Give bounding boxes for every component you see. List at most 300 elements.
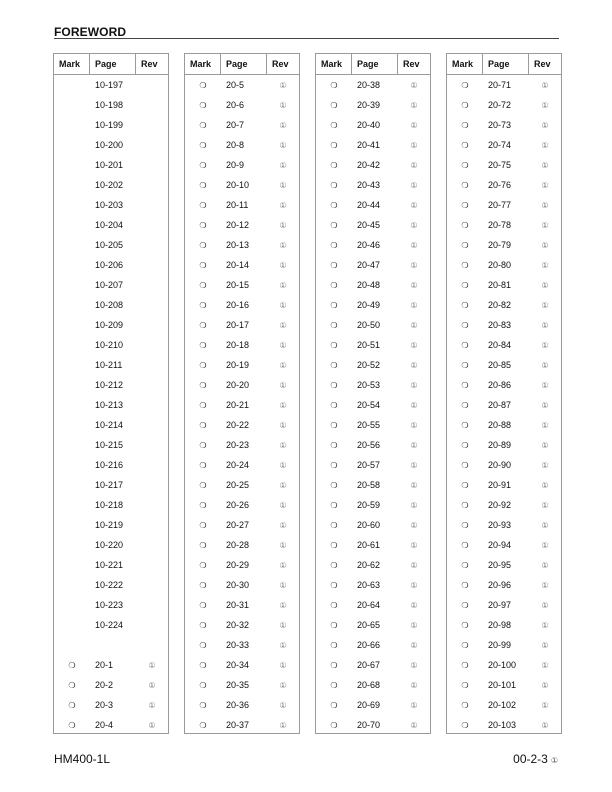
page-cell: 20-31 bbox=[226, 600, 250, 610]
mark-circle-icon: ❍ bbox=[330, 280, 338, 290]
table-row bbox=[447, 495, 561, 515]
revision-circled-one-icon: ① bbox=[410, 100, 418, 110]
mark-circle-icon bbox=[54, 115, 90, 135]
mark-circle-icon: ❍ bbox=[199, 240, 207, 250]
page-list-table bbox=[446, 53, 562, 734]
page-cell: 20-60 bbox=[357, 520, 381, 530]
table-row bbox=[447, 115, 561, 135]
page-cell: 20-85 bbox=[488, 360, 512, 370]
page-cell: 20-37 bbox=[226, 720, 250, 730]
page-cell: 20-2 bbox=[95, 680, 114, 690]
table-row bbox=[185, 355, 299, 375]
mark-circle-icon bbox=[54, 155, 90, 175]
mark-circle-icon: ❍ bbox=[330, 340, 338, 350]
page-cell: 20-44 bbox=[357, 200, 381, 210]
page-cell: 20-81 bbox=[488, 280, 512, 290]
mark-circle-icon: ❍ bbox=[461, 180, 469, 190]
mark-circle-icon bbox=[54, 575, 90, 595]
table-row bbox=[185, 575, 299, 595]
table-row bbox=[316, 115, 430, 135]
revision-circled-one-icon: ① bbox=[279, 680, 287, 690]
page-cell: 20-1 bbox=[95, 660, 114, 670]
mark-circle-icon: ❍ bbox=[330, 600, 338, 610]
table-row bbox=[316, 415, 430, 435]
table-row bbox=[185, 75, 299, 95]
revision-circled-one-icon: ① bbox=[279, 340, 287, 350]
mark-circle-icon: ❍ bbox=[330, 100, 338, 110]
page-title: FOREWORD bbox=[54, 25, 127, 39]
table-row bbox=[316, 355, 430, 375]
page-cell: 20-93 bbox=[488, 520, 512, 530]
table-row bbox=[185, 415, 299, 435]
table-row bbox=[185, 695, 299, 715]
mark-circle-icon: ❍ bbox=[330, 300, 338, 310]
mark-circle-icon: ❍ bbox=[330, 360, 338, 370]
mark-circle-icon: ❍ bbox=[199, 280, 207, 290]
table-row bbox=[447, 675, 561, 695]
mark-circle-icon: ❍ bbox=[461, 380, 469, 390]
page-cell: 20-48 bbox=[357, 280, 381, 290]
page-cell: 20-53 bbox=[357, 380, 381, 390]
page-cell: 20-86 bbox=[488, 380, 512, 390]
table-row bbox=[316, 135, 430, 155]
mark-circle-icon: ❍ bbox=[330, 400, 338, 410]
revision-circled-one-icon: ① bbox=[279, 500, 287, 510]
column-header-mark: Mark bbox=[316, 54, 352, 74]
mark-circle-icon: ❍ bbox=[199, 260, 207, 270]
table-row bbox=[316, 655, 430, 675]
page-cell: 20-96 bbox=[488, 580, 512, 590]
page-cell: 20-74 bbox=[488, 140, 512, 150]
table-row bbox=[54, 155, 168, 175]
mark-circle-icon: ❍ bbox=[199, 360, 207, 370]
table-row bbox=[316, 515, 430, 535]
mark-circle-icon bbox=[54, 435, 90, 455]
page-cell: 10-208 bbox=[95, 300, 124, 310]
mark-circle-icon: ❍ bbox=[461, 640, 469, 650]
table-row bbox=[185, 455, 299, 475]
revision-circled-one-icon: ① bbox=[279, 120, 287, 130]
table-row bbox=[54, 615, 168, 635]
revision-circled-one-icon: ① bbox=[410, 80, 418, 90]
mark-circle-icon: ❍ bbox=[199, 300, 207, 310]
revision-circled-one-icon: ① bbox=[541, 160, 549, 170]
revision-circled-one-icon: ① bbox=[279, 640, 287, 650]
mark-circle-icon: ❍ bbox=[199, 520, 207, 530]
mark-circle-icon: ❍ bbox=[199, 480, 207, 490]
revision-circled-one-icon: ① bbox=[541, 220, 549, 230]
page-cell: 20-39 bbox=[357, 100, 381, 110]
table-row bbox=[54, 215, 168, 235]
table-row bbox=[185, 235, 299, 255]
page-cell: 20-67 bbox=[357, 660, 381, 670]
table-row bbox=[316, 375, 430, 395]
revision-circled-one-icon bbox=[136, 375, 168, 395]
table-row bbox=[316, 295, 430, 315]
page-cell: 20-69 bbox=[357, 700, 381, 710]
table-row bbox=[185, 435, 299, 455]
revision-circled-one-icon: ① bbox=[541, 480, 549, 490]
revision-circled-one-icon: ① bbox=[541, 640, 549, 650]
page-cell: 20-100 bbox=[488, 660, 517, 670]
page-cell: 20-23 bbox=[226, 440, 250, 450]
revision-circled-one-icon: ① bbox=[148, 680, 156, 690]
mark-circle-icon bbox=[54, 635, 90, 655]
table-row bbox=[185, 615, 299, 635]
mark-circle-icon: ❍ bbox=[68, 680, 76, 690]
page-cell: 10-222 bbox=[95, 580, 124, 590]
mark-circle-icon: ❍ bbox=[199, 560, 207, 570]
page-cell: 20-89 bbox=[488, 440, 512, 450]
revision-circled-one-icon bbox=[136, 315, 168, 335]
page-cell: 20-62 bbox=[357, 560, 381, 570]
table-row bbox=[54, 175, 168, 195]
table-row bbox=[316, 395, 430, 415]
revision-circled-one-icon: ① bbox=[410, 340, 418, 350]
page-cell: 20-30 bbox=[226, 580, 250, 590]
page-cell: 20-87 bbox=[488, 400, 512, 410]
mark-circle-icon: ❍ bbox=[330, 680, 338, 690]
table-row bbox=[185, 175, 299, 195]
table-row bbox=[447, 535, 561, 555]
mark-circle-icon bbox=[54, 355, 90, 375]
table-row bbox=[447, 395, 561, 415]
table-row bbox=[316, 715, 430, 735]
revision-circled-one-icon: ① bbox=[279, 600, 287, 610]
mark-circle-icon bbox=[54, 595, 90, 615]
mark-circle-icon: ❍ bbox=[199, 420, 207, 430]
revision-circled-one-icon: ① bbox=[541, 300, 549, 310]
revision-circled-one-icon bbox=[136, 295, 168, 315]
revision-circled-one-icon bbox=[136, 555, 168, 575]
table-row bbox=[185, 195, 299, 215]
table-row bbox=[316, 555, 430, 575]
page-cell bbox=[90, 635, 136, 655]
revision-circled-one-icon bbox=[136, 455, 168, 475]
page-cell: 20-15 bbox=[226, 280, 250, 290]
column-header-page: Page bbox=[90, 54, 136, 74]
page-cell: 20-84 bbox=[488, 340, 512, 350]
table-row bbox=[185, 95, 299, 115]
page-cell: 20-95 bbox=[488, 560, 512, 570]
page-cell: 20-94 bbox=[488, 540, 512, 550]
page-cell: 20-102 bbox=[488, 700, 517, 710]
mark-circle-icon: ❍ bbox=[199, 700, 207, 710]
table-row bbox=[54, 455, 168, 475]
table-row bbox=[316, 435, 430, 455]
revision-circled-one-icon: ① bbox=[410, 420, 418, 430]
mark-circle-icon: ❍ bbox=[330, 240, 338, 250]
page-cell: 20-21 bbox=[226, 400, 250, 410]
revision-circled-one-icon: ① bbox=[410, 580, 418, 590]
mark-circle-icon: ❍ bbox=[330, 180, 338, 190]
revision-circled-one-icon bbox=[136, 615, 168, 635]
table-row bbox=[447, 255, 561, 275]
page-cell: 20-14 bbox=[226, 260, 250, 270]
mark-circle-icon: ❍ bbox=[461, 580, 469, 590]
revision-circled-one-icon: ① bbox=[541, 120, 549, 130]
mark-circle-icon bbox=[54, 195, 90, 215]
page-cell: 20-72 bbox=[488, 100, 512, 110]
table-row bbox=[185, 635, 299, 655]
page-cell: 20-90 bbox=[488, 460, 512, 470]
page-cell: 20-35 bbox=[226, 680, 250, 690]
page-cell: 20-64 bbox=[357, 600, 381, 610]
page-cell: 20-40 bbox=[357, 120, 381, 130]
table-row bbox=[447, 655, 561, 675]
revision-circled-one-icon: ① bbox=[279, 380, 287, 390]
table-row bbox=[447, 575, 561, 595]
revision-circled-one-icon: ① bbox=[541, 200, 549, 210]
page-cell: 20-17 bbox=[226, 320, 250, 330]
table-header bbox=[447, 54, 561, 75]
table-row bbox=[54, 395, 168, 415]
revision-circled-one-icon: ① bbox=[541, 600, 549, 610]
revision-circled-one-icon: ① bbox=[279, 660, 287, 670]
mark-circle-icon: ❍ bbox=[461, 420, 469, 430]
column-header-page: Page bbox=[352, 54, 398, 74]
page-cell: 20-38 bbox=[357, 80, 381, 90]
page-cell: 20-83 bbox=[488, 320, 512, 330]
mark-circle-icon: ❍ bbox=[199, 580, 207, 590]
page-cell: 20-56 bbox=[357, 440, 381, 450]
revision-circled-one-icon bbox=[136, 595, 168, 615]
revision-circled-one-icon: ① bbox=[410, 200, 418, 210]
table-row bbox=[447, 415, 561, 435]
mark-circle-icon: ❍ bbox=[199, 500, 207, 510]
mark-circle-icon bbox=[54, 95, 90, 115]
revision-circled-one-icon: ① bbox=[148, 660, 156, 670]
mark-circle-icon: ❍ bbox=[461, 240, 469, 250]
table-row bbox=[54, 695, 168, 715]
mark-circle-icon bbox=[54, 555, 90, 575]
revision-circled-one-icon: ① bbox=[410, 160, 418, 170]
mark-circle-icon: ❍ bbox=[199, 120, 207, 130]
page-cell: 20-92 bbox=[488, 500, 512, 510]
revision-circled-one-icon bbox=[136, 475, 168, 495]
mark-circle-icon: ❍ bbox=[461, 260, 469, 270]
revision-circled-one-icon: ① bbox=[279, 300, 287, 310]
table-row bbox=[316, 155, 430, 175]
page-cell: 20-6 bbox=[226, 100, 245, 110]
revision-circled-one-icon: ① bbox=[279, 80, 287, 90]
page-cell: 20-43 bbox=[357, 180, 381, 190]
page-cell: 20-3 bbox=[95, 700, 114, 710]
mark-circle-icon: ❍ bbox=[461, 280, 469, 290]
mark-circle-icon: ❍ bbox=[461, 160, 469, 170]
revision-circled-one-icon: ① bbox=[148, 720, 156, 730]
table-row bbox=[185, 255, 299, 275]
page-cell: 10-205 bbox=[95, 240, 124, 250]
table-row bbox=[185, 535, 299, 555]
mark-circle-icon: ❍ bbox=[330, 220, 338, 230]
revision-circled-one-icon: ① bbox=[541, 540, 549, 550]
revision-circled-one-icon bbox=[136, 395, 168, 415]
page-cell: 20-78 bbox=[488, 220, 512, 230]
table-row bbox=[185, 295, 299, 315]
table-row bbox=[447, 155, 561, 175]
table-row bbox=[54, 715, 168, 735]
mark-circle-icon: ❍ bbox=[330, 480, 338, 490]
mark-circle-icon bbox=[54, 395, 90, 415]
page-cell: 20-50 bbox=[357, 320, 381, 330]
table-row bbox=[316, 535, 430, 555]
revision-circled-one-icon: ① bbox=[541, 80, 549, 90]
revision-circled-one-icon: ① bbox=[410, 320, 418, 330]
table-row bbox=[447, 95, 561, 115]
table-row bbox=[185, 475, 299, 495]
table-row bbox=[185, 275, 299, 295]
page-cell: 20-33 bbox=[226, 640, 250, 650]
table-row bbox=[185, 595, 299, 615]
mark-circle-icon: ❍ bbox=[461, 700, 469, 710]
mark-circle-icon: ❍ bbox=[199, 340, 207, 350]
page-cell: 10-219 bbox=[95, 520, 124, 530]
table-row bbox=[447, 475, 561, 495]
table-row bbox=[185, 555, 299, 575]
page-cell: 10-206 bbox=[95, 260, 124, 270]
revision-circled-one-icon: ① bbox=[541, 520, 549, 530]
table-row bbox=[447, 75, 561, 95]
page-cell: 10-223 bbox=[95, 600, 124, 610]
page-cell: 10-224 bbox=[95, 620, 124, 630]
revision-circled-one-icon: ① bbox=[410, 280, 418, 290]
mark-circle-icon bbox=[54, 275, 90, 295]
page-cell: 20-7 bbox=[226, 120, 245, 130]
table-row bbox=[54, 515, 168, 535]
page-cell: 20-47 bbox=[357, 260, 381, 270]
revision-circled-one-icon bbox=[136, 135, 168, 155]
revision-circled-one-icon: ① bbox=[279, 240, 287, 250]
table-row bbox=[316, 255, 430, 275]
revision-circled-one-icon: ① bbox=[279, 180, 287, 190]
table-row bbox=[185, 395, 299, 415]
table-row bbox=[185, 135, 299, 155]
page-cell: 20-80 bbox=[488, 260, 512, 270]
revision-circled-one-icon: ① bbox=[279, 480, 287, 490]
page-list-table bbox=[53, 53, 169, 734]
page-cell: 20-82 bbox=[488, 300, 512, 310]
revision-circled-one-icon: ① bbox=[279, 420, 287, 430]
mark-circle-icon: ❍ bbox=[330, 120, 338, 130]
table-row bbox=[316, 475, 430, 495]
page-cell: 20-19 bbox=[226, 360, 250, 370]
table-row bbox=[316, 615, 430, 635]
revision-circled-one-icon: ① bbox=[279, 620, 287, 630]
page-cell: 20-10 bbox=[226, 180, 250, 190]
revision-circled-one-icon: ① bbox=[410, 300, 418, 310]
mark-circle-icon: ❍ bbox=[199, 600, 207, 610]
page-cell: 20-103 bbox=[488, 720, 517, 730]
mark-circle-icon: ❍ bbox=[199, 320, 207, 330]
mark-circle-icon: ❍ bbox=[461, 340, 469, 350]
revision-circled-one-icon: ① bbox=[541, 660, 549, 670]
page-list-table bbox=[184, 53, 300, 734]
table-row bbox=[185, 335, 299, 355]
page-cell: 20-63 bbox=[357, 580, 381, 590]
mark-circle-icon bbox=[54, 295, 90, 315]
revision-circled-one-icon bbox=[136, 175, 168, 195]
page-cell: 20-75 bbox=[488, 160, 512, 170]
page-cell: 20-61 bbox=[357, 540, 381, 550]
revision-circled-one-icon: ① bbox=[279, 140, 287, 150]
page-cell: 10-214 bbox=[95, 420, 124, 430]
revision-circled-one-icon: ① bbox=[410, 700, 418, 710]
revision-circled-one-icon bbox=[136, 115, 168, 135]
mark-circle-icon: ❍ bbox=[199, 680, 207, 690]
page-cell: 20-46 bbox=[357, 240, 381, 250]
page-cell: 20-59 bbox=[357, 500, 381, 510]
page-cell: 20-11 bbox=[226, 200, 249, 210]
page-cell: 10-199 bbox=[95, 120, 124, 130]
table-row bbox=[447, 695, 561, 715]
revision-circled-one-icon bbox=[136, 275, 168, 295]
revision-circled-one-icon: ① bbox=[410, 600, 418, 610]
mark-circle-icon: ❍ bbox=[461, 500, 469, 510]
mark-circle-icon: ❍ bbox=[199, 220, 207, 230]
table-row bbox=[54, 95, 168, 115]
revision-circled-one-icon: ① bbox=[410, 520, 418, 530]
table-row bbox=[54, 415, 168, 435]
table-row bbox=[54, 255, 168, 275]
table-row bbox=[316, 95, 430, 115]
mark-circle-icon bbox=[54, 375, 90, 395]
table-row bbox=[447, 615, 561, 635]
table-row bbox=[185, 115, 299, 135]
page-cell: 10-211 bbox=[95, 360, 123, 370]
revision-circled-one-icon: ① bbox=[279, 320, 287, 330]
mark-circle-icon: ❍ bbox=[461, 560, 469, 570]
mark-circle-icon: ❍ bbox=[330, 160, 338, 170]
revision-circled-one-icon: ① bbox=[279, 400, 287, 410]
revision-circled-one-icon: ① bbox=[410, 500, 418, 510]
page-cell: 20-88 bbox=[488, 420, 512, 430]
table-row bbox=[54, 115, 168, 135]
page-cell: 20-79 bbox=[488, 240, 512, 250]
mark-circle-icon: ❍ bbox=[461, 720, 469, 730]
revision-circled-one-icon: ① bbox=[541, 240, 549, 250]
revision-circled-one-icon: ① bbox=[410, 660, 418, 670]
table-row bbox=[447, 555, 561, 575]
page-cell: 10-203 bbox=[95, 200, 124, 210]
revision-circled-one-icon: ① bbox=[541, 500, 549, 510]
mark-circle-icon: ❍ bbox=[68, 720, 76, 730]
page-cell: 20-66 bbox=[357, 640, 381, 650]
revision-circled-one-icon: ① bbox=[410, 240, 418, 250]
mark-circle-icon: ❍ bbox=[68, 700, 76, 710]
revision-circled-one-icon: ① bbox=[541, 420, 549, 430]
table-row bbox=[447, 515, 561, 535]
revision-circled-one-icon bbox=[136, 495, 168, 515]
table-row bbox=[316, 75, 430, 95]
revision-circled-one-icon bbox=[136, 635, 168, 655]
page-cell: 20-36 bbox=[226, 700, 250, 710]
table-row bbox=[54, 235, 168, 255]
revision-circled-one-icon: ① bbox=[410, 680, 418, 690]
table-header bbox=[316, 54, 430, 75]
revision-circled-one-icon: ① bbox=[541, 720, 549, 730]
mark-circle-icon bbox=[54, 135, 90, 155]
table-header bbox=[54, 54, 168, 75]
table-row bbox=[185, 715, 299, 735]
page-cell: 20-91 bbox=[488, 480, 512, 490]
revision-circled-one-icon: ① bbox=[541, 340, 549, 350]
page-cell: 10-220 bbox=[95, 540, 124, 550]
table-row bbox=[316, 595, 430, 615]
table-row bbox=[447, 435, 561, 455]
table-row bbox=[316, 575, 430, 595]
mark-circle-icon: ❍ bbox=[199, 620, 207, 630]
